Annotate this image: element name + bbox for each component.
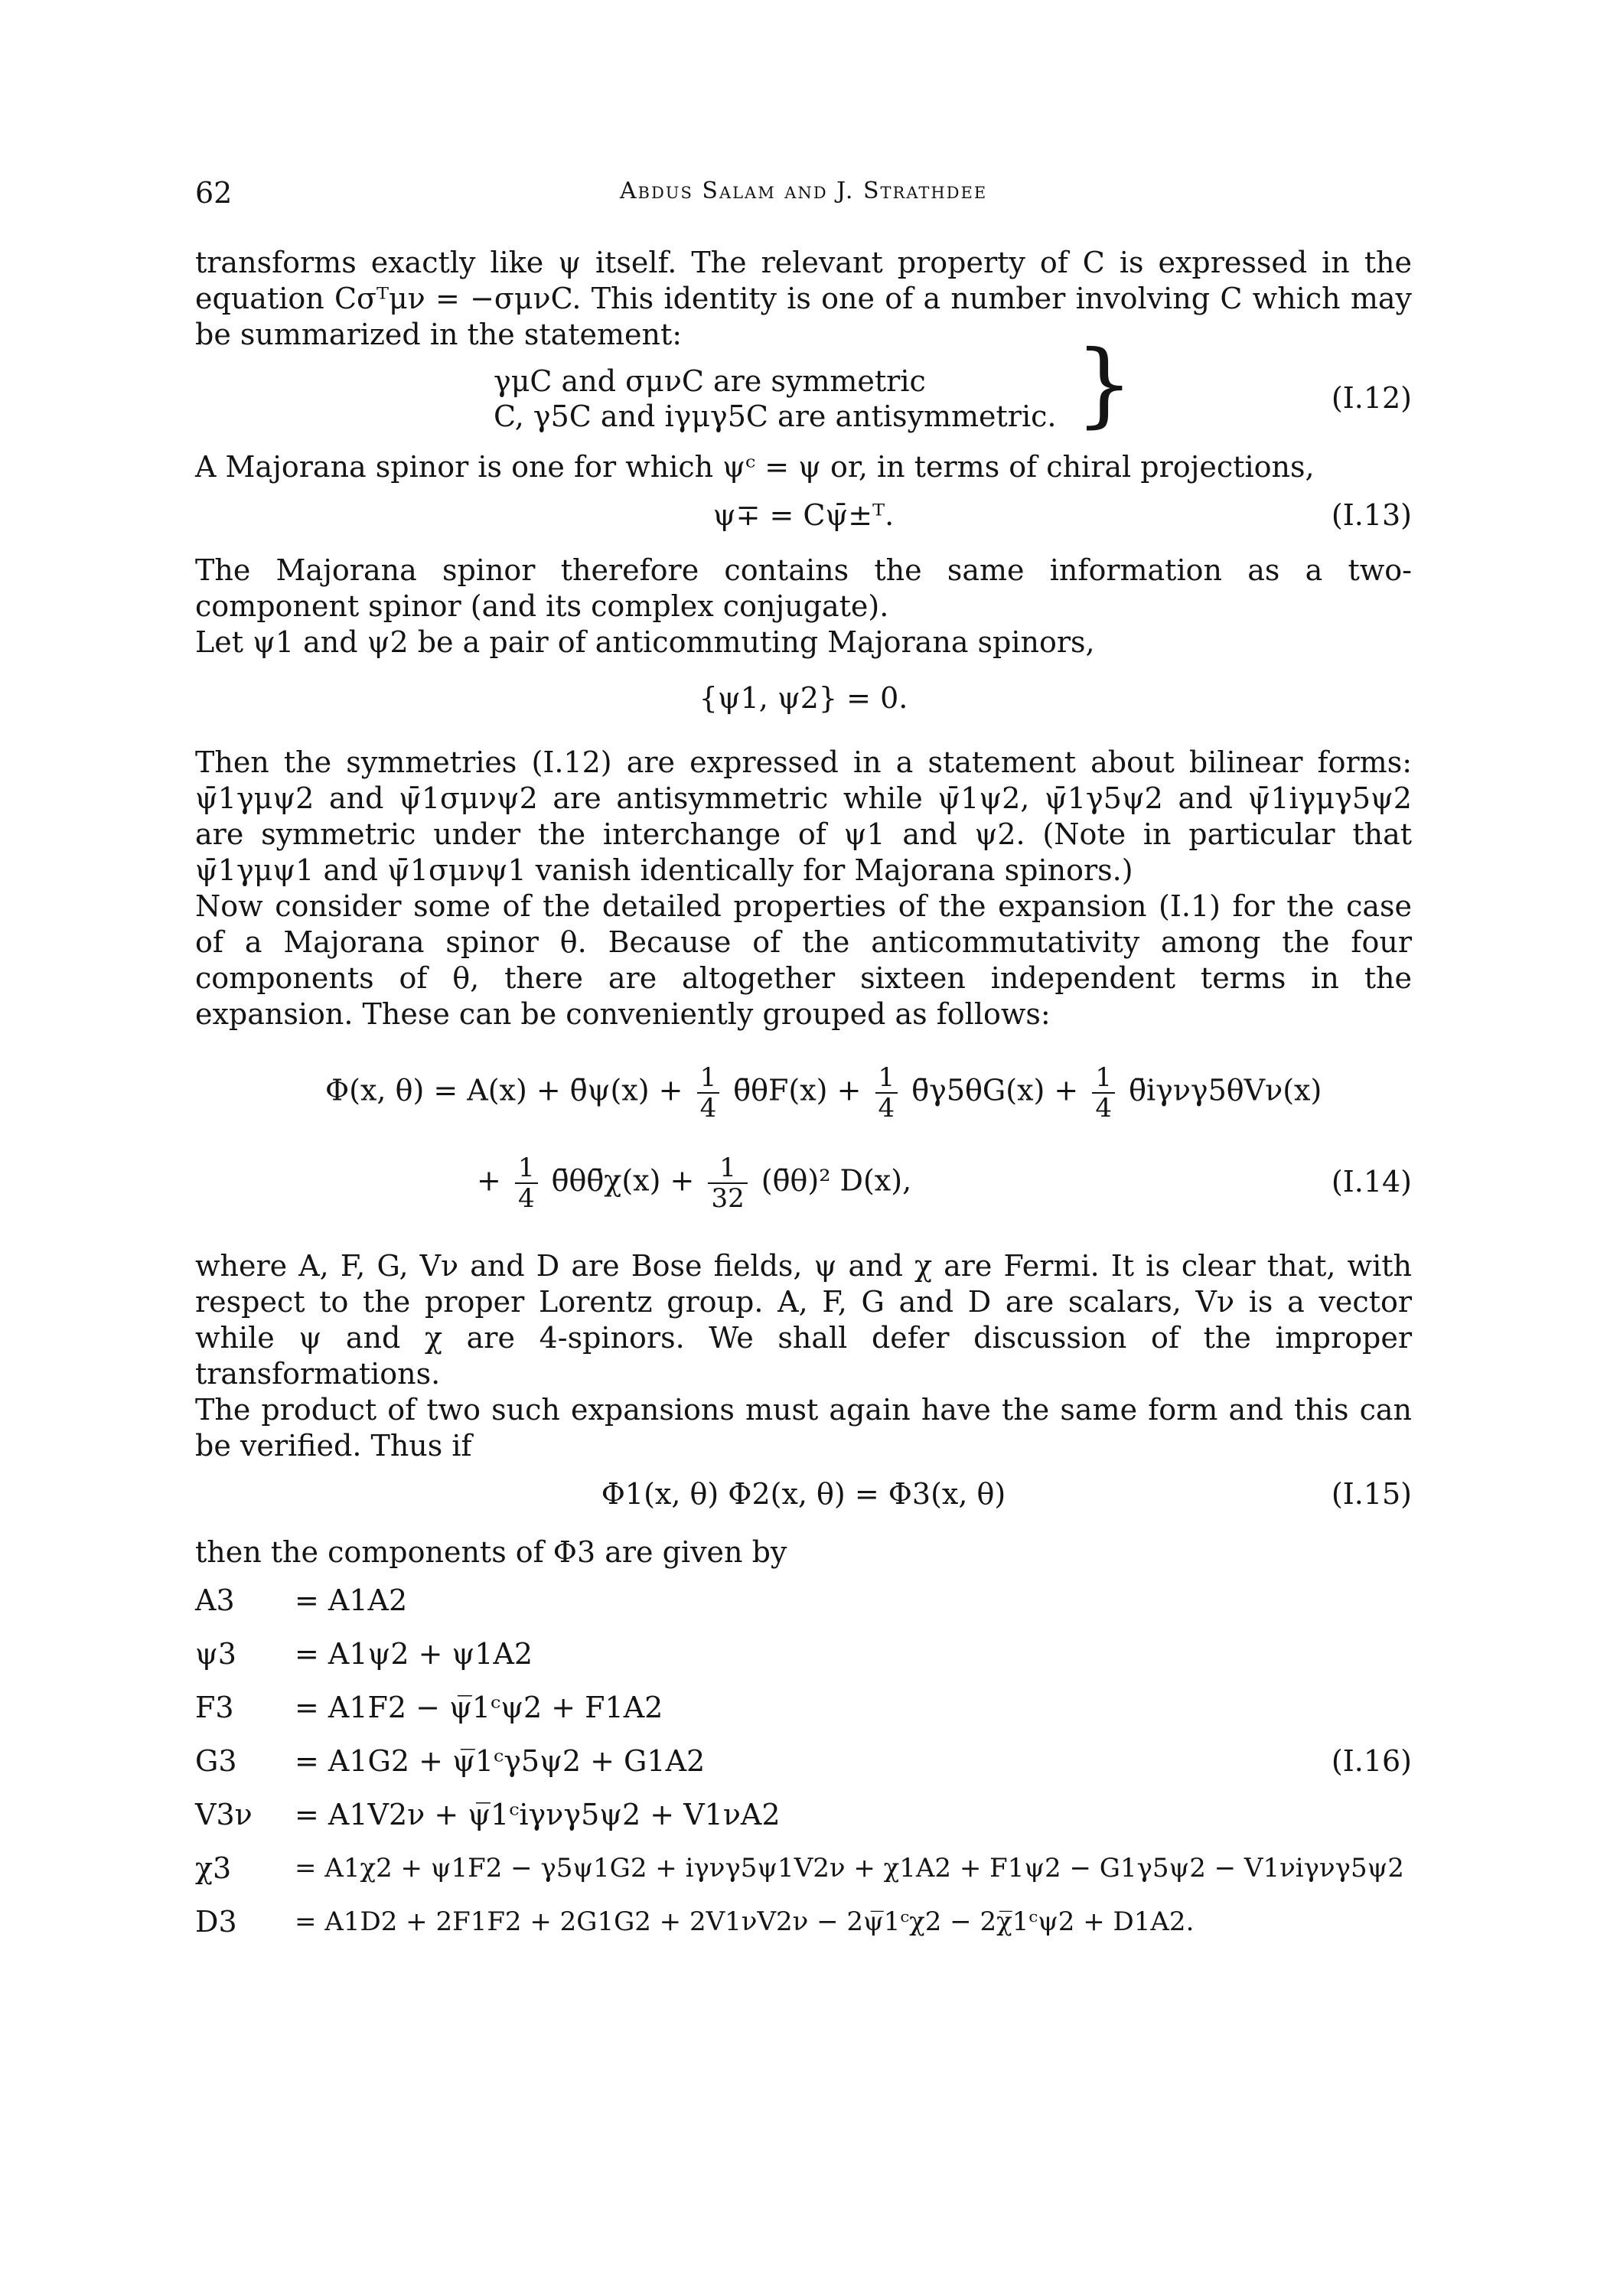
component-row-psi3: ψ3 = A1ψ2 + ψ1A2 [195,1637,533,1671]
fraction-quarter: $\frac{1}{4}$ [1092,1063,1115,1123]
eq-i14-line1 [325,1063,1322,1123]
paragraph-5: Then the symmetries (I.12) are expressed in a statement about bilinear forms: ψ̄1γμψ2 and ψ̄1σμνψ2 are antisymmetric while ψ̄1ψ2, ψ̄1γ5ψ2 and ψ̄1iγμγ5ψ2 are symmetric under the interchange of ψ1 and ψ2. (Note in particular that ψ̄1γμψ1 and ψ̄1σμνψ1 vanish identically for Majorana spinors.) [195,745,1412,887]
eq-i14-line2: + $\frac{1}{4}$ θ̄θθ̄χ(x) + $\frac{1}{32}$ (θ̄θ)² D(x), [477,1153,912,1214]
equation-i12 [195,331,1412,445]
eq-i15-number: (I.15) [1331,1477,1412,1511]
component-row-d3: D3 = A1D2 + 2F1F2 + 2G1G2 + 2V1νV2ν − 2ψ̅1ᶜχ2 − 2χ̅1ᶜψ2 + D1A2. [195,1905,1195,1939]
fraction-quarter: $\frac{1}{4}$ [697,1063,720,1123]
eq-i13-expr: ψ∓ = Cψ̄±ᵀ. [712,498,895,532]
component-row-chi3: χ3 = A1χ2 + ψ1F2 − γ5ψ1G2 + iγνγ5ψ1V2ν + χ1A2 + F1ψ2 − G1γ5ψ2 − V1νiγνγ5ψ2 [195,1851,1404,1885]
paragraph-7: where A, F, G, Vν and D are Bose fields, ψ and χ are Fermi. It is clear that, with respect to the proper Lorentz group. A, F, G and D are scalars, Vν is a vector while ψ and χ are 4-spinors. We shall defer discussion of the improper transformations. [195,1249,1412,1391]
eq-i14-term-v: θ̄iγνγ5θVν(x) [1129,1073,1322,1107]
eq-i15-expr: Φ1(x, θ) Φ2(x, θ) = Φ3(x, θ) [601,1477,1006,1511]
page-body [195,245,1412,1981]
paragraph-8: The product of two such expansions must again have the same form and this can be verified. Thus if [195,1393,1412,1463]
paragraph-3: The Majorana spinor therefore contains the same information as a two-component spinor (and its complex conjugate). [195,553,1412,623]
eq-i14-term-f: θ̄θF(x) + [733,1073,862,1107]
fraction-quarter: $\frac{1}{4}$ [875,1063,898,1123]
component-row-g3: G3 = A1G2 + ψ̅1ᶜγ5ψ2 + G1A2 (I.16) [195,1744,1412,1778]
eq-i13-number: (I.13) [1331,498,1412,532]
eq-i14-term-g: θ̄γ5θG(x) + [911,1073,1079,1107]
running-head: Abdus Salam and J. Strathdee [619,178,988,204]
eq-i14-term-chi: θ̄θθ̄χ(x) + [551,1163,695,1198]
component-row-f3: F3 = A1F2 − ψ̅1ᶜψ2 + F1A2 [195,1691,663,1724]
paragraph-1: transforms exactly like ψ itself. The relevant property of C is expressed in the equation Cσᵀμν = −σμνC. This identity is one of a number involving C which may be summarized in the statement: [195,246,1412,351]
page-number: 62 [195,176,233,210]
fraction-quarter: $\frac{1}{4}$ [515,1153,538,1213]
eq-i12-line1: γμC and σμνC are symmetric [494,364,926,398]
right-brace: } [1075,331,1134,438]
fraction-thirtysecond: $\frac{1}{32}$ [708,1153,747,1213]
eq-anticomm-expr: {ψ1, ψ2} = 0. [699,681,908,715]
eq-i16-number: (I.16) [1331,1744,1412,1778]
eq-i14-number: (I.14) [1331,1165,1412,1199]
eq-i12-line2: C, γ5C and iγμγ5C are antisymmetric. [494,400,1057,433]
equation-anticommutator [195,660,1412,728]
paragraph-9: then the components of Φ3 are given by [195,1535,787,1569]
equation-i15 [195,1464,1412,1525]
equation-i13 [195,490,1412,543]
paragraph-4: Let ψ1 and ψ2 be a pair of anticommuting Majorana spinors, [195,625,1095,659]
paragraph-2: A Majorana spinor is one for which ψᶜ = ψ or, in terms of chiral projections, [195,450,1315,484]
eq-i14-lhs: Φ(x, θ) = A(x) + θ̄ψ(x) + [325,1073,683,1107]
component-row-a3: A3 = A1A2 [195,1583,408,1617]
component-row-v3: V3ν = A1V2ν + ψ̅1ᶜiγνγ5ψ2 + V1νA2 [195,1798,781,1831]
eq-i14-term-d: (θ̄θ)² D(x), [761,1163,912,1198]
page-header [195,176,1412,222]
paragraph-6: Now consider some of the detailed properties of the expansion (I.1) for the case of a Majorana spinor θ. Because of the anticommutativity among the four components of θ, there are altogether sixteen independent terms in the expansion. These can be conveniently grouped as follows: [195,889,1412,1031]
eq-i12-number: (I.12) [1331,381,1412,415]
equation-i14 [195,1048,1412,1231]
equation-i16 [195,1583,1412,1981]
